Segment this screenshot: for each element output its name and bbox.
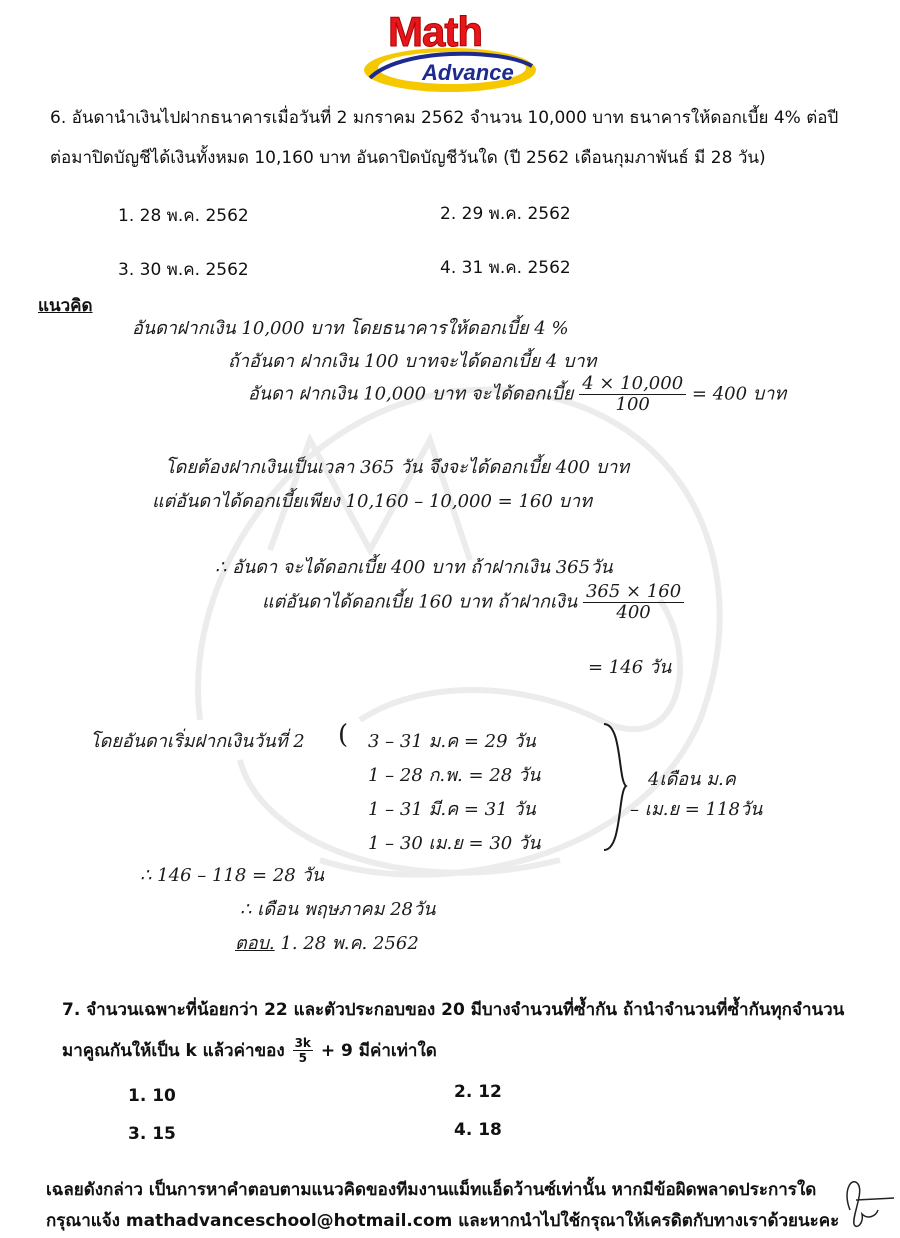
fraction-interest-denominator: 100 [615,393,650,415]
brace-summary-1: 4เดือน ม.ค [648,769,736,790]
q7-choice-1: 1. 10 [128,1086,176,1106]
answer-label: ตอบ. [235,933,275,954]
logo-text-advance: Advance [422,60,514,85]
fraction-days [583,582,684,623]
solution-start-date: โดยอันดาเริ่มฝากเงินวันที่ 2 [90,731,305,752]
solution-line-4: โดยต้องฝากเงินเป็นเวลา 365 วัน จึงจะได้ดอกเบี้ย 400 บาท [165,457,630,478]
answer-value: 1. 28 พ.ค. 2562 [280,933,419,954]
right-brace [600,720,630,855]
footer-disclaimer: เฉลยดังกล่าว เป็นการหาคำตอบตามแนวคิดของทีมงานแม็ทแอ็ดว้านซ์เท่านั้น หากมีข้อผิดพลาดประการใด [46,1180,817,1200]
q7-choice-4: 4. 18 [454,1120,502,1140]
fraction-days-numerator: 365 × 160 [583,582,684,603]
brace-summary-2: – เม.ย = 118วัน [630,799,763,820]
answer-line [235,928,419,957]
question-7-fraction [293,1036,313,1066]
solution-line-7-text: แต่อันดาได้ดอกเบี้ย 160 บาท ถ้าฝากเงิน [262,591,578,613]
question-7-line1: 7. จำนวนเฉพาะที่น้อยกว่า 22 และตัวประกอบของ 20 มีบางจำนวนที่ซ้ำกัน ถ้านำจำนวนที่ซ้ำกันทุกจำนวน [62,1000,845,1020]
question-7-fraction-denominator: 5 [298,1051,307,1066]
q6-choice-1: 1. 28 พ.ค. 2562 [118,206,249,226]
solution-line-3 [248,374,786,415]
q6-choice-2: 2. 29 พ.ค. 2562 [440,204,571,224]
footer-contact: กรุณาแจ้ง mathadvanceschool@hotmail.com และหากนำไปใช้กรุณาให้เครดิตกับทางเราด้วยนะคะ [46,1211,840,1231]
solution-line-7 [262,582,684,623]
solution-line-3-text: อันดา ฝากเงิน 10,000 บาท จะได้ดอกเบี้ย [248,383,574,405]
left-brace: ( [338,720,349,750]
fraction-days-denominator: 400 [616,601,651,623]
solution-line-2: ถ้าอันดา ฝากเงิน 100 บาทจะได้ดอกเบี้ย 4 บาท [228,351,597,372]
logo-text-math: Math [388,8,482,55]
q7-choice-3: 3. 15 [128,1124,176,1144]
question-6-line1: 6. อันดานำเงินไปฝากธนาคารเมื่อวันที่ 2 มกราคม 2562 จำนวน 10,000 บาท ธนาคารให้ดอกเบี้ย 4% ต่อปี [50,108,839,128]
question-6-line2: ต่อมาปิดบัญชีได้เงินทั้งหมด 10,160 บาท อันดาปิดบัญชีวันใด (ปี 2562 เดือนกุมภาพันธ์ มี 28 วัน) [50,148,766,168]
fraction-interest [579,374,686,415]
question-7-fraction-numerator: 3k [294,1036,311,1050]
solution-line-10: ∴ 146 – 118 = 28 วัน [140,865,324,886]
q6-choice-3: 3. 30 พ.ค. 2562 [118,260,249,280]
approach-label: แนวคิด [38,296,93,316]
solution-line-5: แต่อันดาได้ดอกเบี้ยเพียง 10,160 – 10,000 = 160 บาท [152,491,592,512]
q6-choice-4: 4. 31 พ.ค. 2562 [440,258,571,278]
math-advance-logo [360,8,540,96]
question-7-line2 [62,1036,437,1066]
question-7-line2-text: มาคูณกันให้เป็น k แล้วค่าของ [62,1040,285,1061]
solution-line-3-result: = 400 บาท [691,383,787,405]
question-7-line2-end: + 9 มีค่าเท่าใด [320,1040,437,1061]
month-row-jan: 3 – 31 ม.ค = 29 วัน [368,731,536,752]
month-row-apr: 1 – 30 เม.ย = 30 วัน [368,833,541,854]
month-row-mar: 1 – 31 มี.ค = 31 วัน [368,799,536,820]
solution-line-8: = 146 วัน [588,657,672,678]
q7-choice-2: 2. 12 [454,1082,502,1102]
solution-line-11: ∴ เดือน พฤษภาคม 28วัน [240,899,436,920]
month-row-feb: 1 – 28 ก.พ. = 28 วัน [368,765,541,786]
fraction-interest-numerator: 4 × 10,000 [579,374,686,395]
solution-line-1: อันดาฝากเงิน 10,000 บาท โดยธนาคารให้ดอกเบี้ย 4 % [132,318,569,339]
signature-image [838,1170,898,1232]
solution-line-6: ∴ อันดา จะได้ดอกเบี้ย 400 บาท ถ้าฝากเงิน 365วัน [215,557,613,578]
